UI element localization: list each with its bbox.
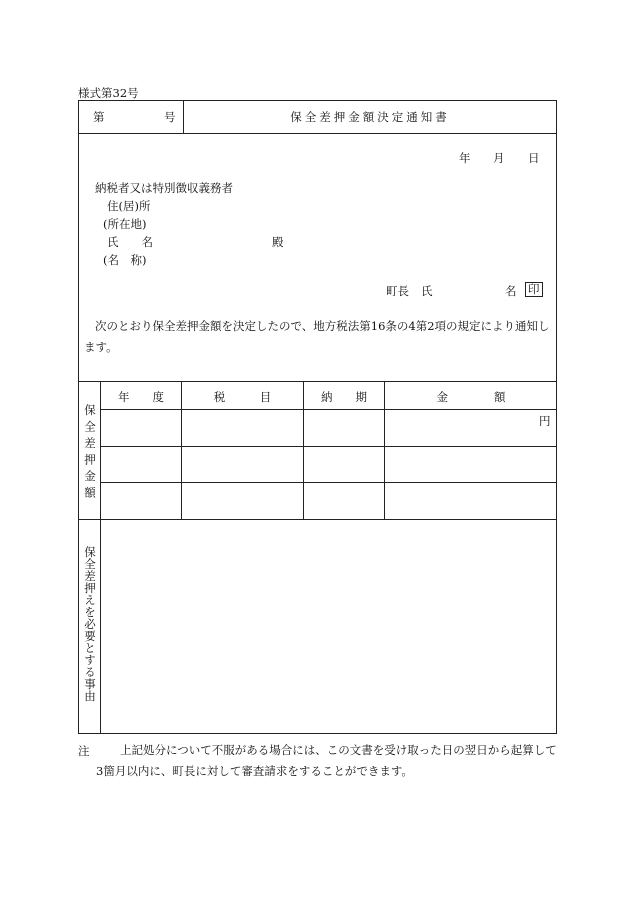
recipient-corporate-name-label: (名 称) bbox=[103, 253, 147, 267]
amount-section-bottom-border bbox=[78, 519, 557, 520]
header-divider bbox=[78, 133, 557, 134]
document-title: 保全差押金額決定通知書 bbox=[290, 110, 450, 124]
amount-section-top-border bbox=[78, 381, 557, 382]
column-header-amount: 金 額 bbox=[436, 390, 506, 404]
column-header-tax-item: 税 目 bbox=[213, 390, 272, 404]
table-cell[interactable] bbox=[101, 410, 181, 446]
table-cell[interactable] bbox=[101, 447, 181, 482]
table-cell[interactable] bbox=[304, 447, 384, 482]
reason-text-area[interactable] bbox=[104, 524, 552, 730]
table-cell[interactable] bbox=[101, 483, 181, 519]
column-header-fiscal-year: 年 度 bbox=[118, 390, 164, 404]
issuer-name-prefix: 氏 bbox=[421, 284, 433, 298]
table-cell[interactable] bbox=[304, 410, 384, 446]
recipient-address-label: 住(居)所 bbox=[107, 199, 151, 213]
table-cell[interactable] bbox=[182, 483, 303, 519]
table-cell[interactable] bbox=[304, 483, 384, 519]
seal-mark: 印 bbox=[525, 282, 543, 297]
recipient-name-label: 氏 名 bbox=[107, 235, 153, 249]
date-month-label: 月 bbox=[493, 151, 505, 165]
date-day-label: 日 bbox=[528, 151, 540, 165]
amount-unit-yen: 円 bbox=[539, 414, 551, 428]
table-cell[interactable] bbox=[182, 410, 303, 446]
table-cell[interactable] bbox=[385, 427, 535, 445]
reason-side-label: 保全差押えを必要とする事由 bbox=[83, 546, 97, 702]
note-text: 上記処分について不服がある場合には、この文書を受け取った日の翌日から起算して3箇月以内に、町長に対して審査請求をすることができます。 bbox=[96, 743, 557, 778]
issuer-name-suffix: 名 bbox=[505, 284, 517, 298]
document-number-suffix: 号 bbox=[164, 110, 176, 124]
recipient-honorific: 殿 bbox=[272, 235, 284, 249]
table-cell[interactable] bbox=[385, 483, 557, 519]
recipient-location-label: (所在地) bbox=[103, 217, 147, 231]
document-number-prefix: 第 bbox=[93, 110, 105, 124]
notice-body-text: 次のとおり保全差押金額を決定したので、地方税法第16条の4第2項の規定により通知します。 bbox=[84, 319, 550, 354]
issuer-title: 町長 bbox=[386, 284, 409, 298]
table-cell[interactable] bbox=[385, 447, 557, 482]
amount-side-label: 保全差押金額 bbox=[83, 404, 97, 503]
date-year-label: 年 bbox=[459, 151, 471, 165]
form-number-label: 様式第32号 bbox=[78, 86, 139, 100]
column-header-payment-period: 納 期 bbox=[321, 390, 367, 404]
recipient-heading: 納税者又は特別徴収義務者 bbox=[95, 181, 233, 195]
note-mark: 注 bbox=[78, 744, 90, 758]
table-cell[interactable] bbox=[182, 447, 303, 482]
